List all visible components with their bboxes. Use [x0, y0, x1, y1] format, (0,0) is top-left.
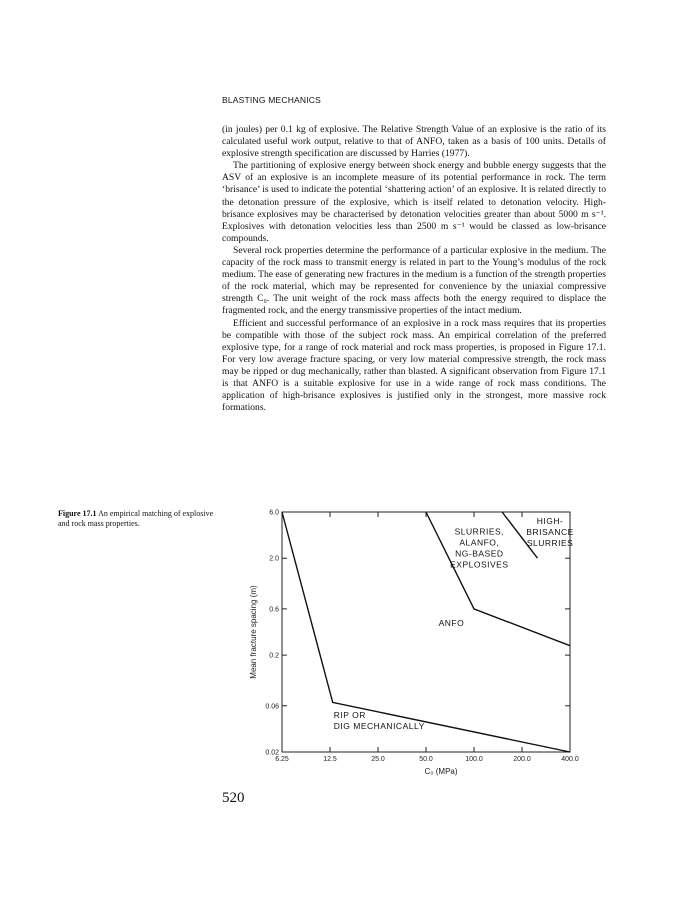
- y-tick-label: 0.2: [269, 652, 279, 660]
- figure-chart: [240, 500, 600, 790]
- x-tick-label: 200.0: [513, 756, 531, 763]
- region-label: [450, 527, 508, 570]
- y-axis-label: Mean fracture spacing (m): [249, 585, 258, 679]
- y-tick-label: 0.06: [265, 703, 279, 711]
- body-text: [222, 124, 606, 414]
- region-label-line: NG-BASED: [455, 548, 504, 559]
- paragraph: Several rock properties determine the performance of a particular explosive in the medium. The capacity of the rock mass to transmit energy is related in part to the Young’s modulus of the rock medium. The ease of generating new fractures in the medium is a function of the strength properties of the rock material, which may be represented for convenience by the uniaxial compressive strength C₀. The unit weight of the rock mass affects both the energy required to displace the fragmented rock, and the energy transmissive properties of the intact medium.: [222, 244, 606, 317]
- x-axis-label: C₀ (MPa): [424, 767, 458, 776]
- x-tick-label: 25.0: [371, 756, 385, 763]
- x-tick-label: 12.5: [323, 756, 337, 763]
- y-tick-label: 6.0: [269, 509, 279, 517]
- region-label: [439, 618, 465, 628]
- region-label-line: RIP OR: [333, 709, 366, 720]
- x-tick-label: 100.0: [465, 756, 483, 763]
- figure-label: Figure 17.1: [58, 509, 97, 518]
- region-label-line: DIG MECHANICALLY: [333, 720, 425, 731]
- region-label-line: SLURRIES,: [454, 526, 505, 537]
- region-label-line: ALANFO,: [459, 537, 500, 548]
- figure-caption: [58, 509, 218, 529]
- region-label: [334, 710, 425, 731]
- region-label-line: HIGH-: [536, 516, 564, 527]
- x-tick-label: 400.0: [561, 756, 579, 763]
- y-tick-label: 0.6: [269, 606, 279, 614]
- y-tick-label: 2.0: [269, 555, 279, 563]
- paragraph: (in joules) per 0.1 kg of explosive. The Relative Strength Value of an explosive is the ratio of its calculated useful work output, relative to that of ANFO, taken as a basis of 100 units. Details of explosive strength specification are discussed by Harries (1977).: [222, 124, 606, 160]
- paragraph: Efficient and successful performance of an explosive in a rock mass requires that its properties be compatible with those of the subject rock mass. An empirical correlation of the preferred explosive type, for a range of rock material and rock mass properties, is proposed in Figure 17.1. For very low average fracture spacing, or very low material compressive strength, the rock mass may be ripped or dug mechanically, rather than blasted. A significant observation from Figure 17.1 is that ANFO is a suitable explosive for use in a wide range of rock mass conditions. The application of high-brisance explosives is justified only in the strongest, more massive rock formations.: [222, 317, 606, 414]
- region-label-line: EXPLOSIVES: [450, 559, 509, 570]
- page-number: 520: [222, 790, 245, 806]
- region-label-line: ANFO: [438, 617, 465, 628]
- x-tick-label: 6.25: [275, 756, 289, 763]
- running-head: BLASTING MECHANICS: [222, 95, 322, 105]
- y-tick-label: 0.02: [265, 749, 279, 757]
- region-label-line: SLURRIES: [526, 538, 574, 549]
- figure-caption-text: An empirical matching of explosive and rock mass properties.: [58, 509, 214, 528]
- x-tick-label: 50.0: [419, 756, 433, 763]
- paragraph: The partitioning of explosive energy between shock energy and bubble energy suggests that the ASV of an explosive is an incomplete measure of its potential performance in rock. The term ‘brisance’ is used to indicate the potential ‘shattering action’ of an explosive. It is related directly to the detonation pressure of the explosive, which is itself related to detonation velocity. High-brisance explosives may be characterised by detonation velocities greater than about 5000 m s⁻¹. Explosives with detonation velocities less than 2500 m s⁻¹ would be classed as low-brisance compounds.: [222, 160, 606, 244]
- region-label: [526, 516, 573, 548]
- region-label-line: BRISANCE: [526, 527, 574, 538]
